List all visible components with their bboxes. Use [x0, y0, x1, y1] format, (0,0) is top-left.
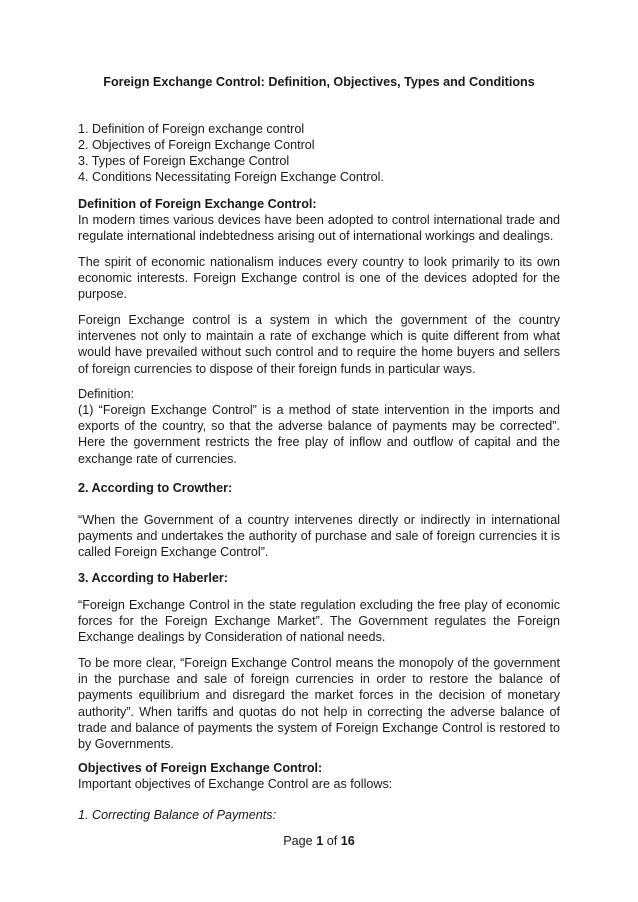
crowther-paragraph: “When the Government of a country intervenes directly or indirectly in international payments and undertakes the authority of purchase and sale of foreign currencies it is called Foreign Exchange Control”.	[78, 513, 560, 560]
page-of-label: of	[326, 834, 338, 848]
definition-paragraph-2: The spirit of economic nationalism induces every country to look primarily to its own economic interests. Foreign Exchange control is one of the devices adopted for the purpose.	[78, 255, 560, 302]
haberler-paragraph-2: To be more clear, “Foreign Exchange Control means the monopoly of the government in the purchase and sale of foreign currencies in order to restore the balance of payments equilibrium and disregard the market forces in the decision of monetary authority”. When tariffs and quotas do not help in correcting the adverse balance of trade and balance of payments the system of Foreign Exchange Control is restored to by Governments.	[78, 656, 560, 752]
page-footer	[0, 834, 638, 848]
haberler-paragraph-1: “Foreign Exchange Control in the state regulation excluding the free play of economic forces for the Foreign Exchange Market”. The Government regulates the Foreign Exchange dealings by Consideration of national needs.	[78, 598, 560, 645]
toc-item: 4. Conditions Necessitating Foreign Exchange Control.	[78, 170, 384, 184]
definition-heading: Definition of Foreign Exchange Control:	[78, 197, 317, 211]
page-title: Foreign Exchange Control: Definition, Objectives, Types and Conditions	[103, 75, 535, 89]
objectives-heading: Objectives of Foreign Exchange Control:	[78, 761, 323, 775]
objectives-intro: Important objectives of Exchange Control are as follows:	[78, 777, 393, 791]
toc-item: 1. Definition of Foreign exchange control	[78, 122, 305, 136]
crowther-heading: 2. According to Crowther:	[78, 481, 233, 495]
definition-item-1: (1) “Foreign Exchange Control” is a method of state intervention in the imports and exports of the country, so that the adverse balance of payments may be corrected”. Here the government restricts the free play of inflow and outflow of capital and the exchange rate of currencies.	[78, 403, 560, 466]
current-page-number: 1	[316, 834, 324, 848]
objective-item-1: 1. Correcting Balance of Payments:	[78, 808, 277, 822]
total-page-count: 16	[340, 834, 355, 848]
page-label: Page	[283, 834, 313, 848]
toc-item: 2. Objectives of Foreign Exchange Control	[78, 138, 315, 152]
table-of-contents	[78, 121, 384, 185]
haberler-heading: 3. According to Haberler:	[78, 571, 228, 585]
toc-item: 3. Types of Foreign Exchange Control	[78, 154, 290, 168]
definition-label: Definition:	[78, 387, 135, 401]
definition-paragraph-3: Foreign Exchange control is a system in which the government of the country intervenes not only to maintain a rate of exchange which is quite different from what would have prevailed without such control and to require the home buyers and sellers of foreign currencies to dispose of their foreign funds in particular ways.	[78, 313, 560, 376]
definition-paragraph-1: In modern times various devices have been adopted to control international trade and regulate international indebtedness arising out of international workings and dealings.	[78, 213, 560, 244]
